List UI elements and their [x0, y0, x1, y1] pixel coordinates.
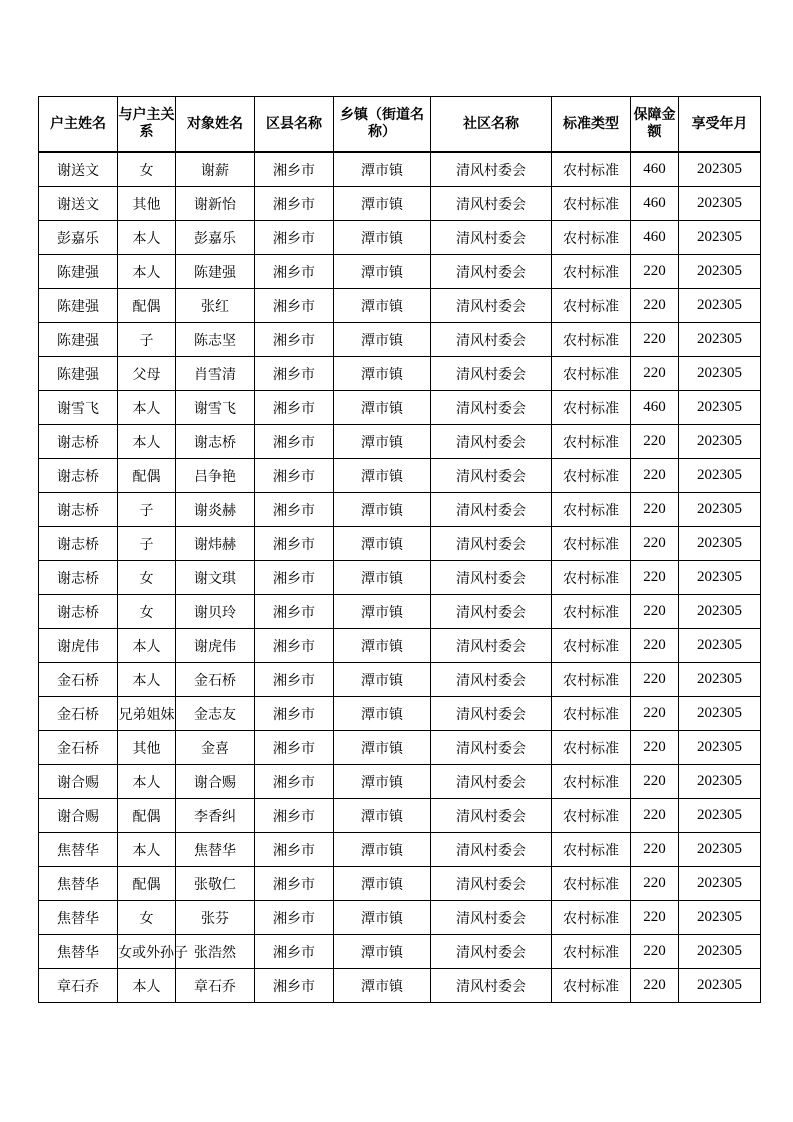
county-cell: 湘乡市 [255, 799, 334, 833]
amount-cell: 220 [631, 629, 679, 663]
assistance-roster-table [38, 96, 761, 1003]
recipient-name-cell: 金石桥 [176, 663, 255, 697]
period-cell: 202305 [679, 459, 761, 493]
standard-type-cell: 农村标准 [552, 561, 631, 595]
community-cell: 清风村委会 [431, 152, 552, 187]
county-cell: 湘乡市 [255, 901, 334, 935]
table-row [39, 289, 761, 323]
recipient-name-cell: 张敬仁 [176, 867, 255, 901]
amount-cell: 460 [631, 152, 679, 187]
town-cell: 潭市镇 [334, 459, 431, 493]
table-row [39, 152, 761, 187]
relation-cell: 配偶 [118, 289, 176, 323]
county-cell: 湘乡市 [255, 425, 334, 459]
amount-cell: 220 [631, 425, 679, 459]
period-cell: 202305 [679, 152, 761, 187]
period-cell: 202305 [679, 595, 761, 629]
county-cell: 湘乡市 [255, 221, 334, 255]
town-cell: 潭市镇 [334, 765, 431, 799]
relation-cell: 本人 [118, 255, 176, 289]
table-row [39, 901, 761, 935]
relation-cell: 女 [118, 152, 176, 187]
table-row [39, 527, 761, 561]
county-cell: 湘乡市 [255, 697, 334, 731]
head-name-cell: 陈建强 [39, 357, 118, 391]
recipient-name-cell: 张芬 [176, 901, 255, 935]
period-cell: 202305 [679, 833, 761, 867]
recipient-name-cell: 谢炎赫 [176, 493, 255, 527]
recipient-name-cell: 章石乔 [176, 969, 255, 1003]
amount-cell: 220 [631, 867, 679, 901]
relation-cell: 女 [118, 561, 176, 595]
county-cell: 湘乡市 [255, 731, 334, 765]
period-cell: 202305 [679, 731, 761, 765]
community-cell: 清风村委会 [431, 323, 552, 357]
recipient-name-cell: 谢薪 [176, 152, 255, 187]
head-name-cell: 谢送文 [39, 152, 118, 187]
head-name-cell: 章石乔 [39, 969, 118, 1003]
recipient-name-header: 对象姓名 [176, 97, 255, 153]
relation-cell: 子 [118, 527, 176, 561]
period-cell: 202305 [679, 867, 761, 901]
amount-cell: 460 [631, 391, 679, 425]
table-header [39, 97, 761, 153]
county-cell: 湘乡市 [255, 867, 334, 901]
standard-type-cell: 农村标准 [552, 493, 631, 527]
community-cell: 清风村委会 [431, 731, 552, 765]
recipient-name-cell: 焦替华 [176, 833, 255, 867]
county-cell: 湘乡市 [255, 459, 334, 493]
town-cell: 潭市镇 [334, 255, 431, 289]
town-cell: 潭市镇 [334, 561, 431, 595]
relation-cell: 本人 [118, 221, 176, 255]
standard-type-cell: 农村标准 [552, 152, 631, 187]
amount-cell: 220 [631, 493, 679, 527]
table-row [39, 731, 761, 765]
period-cell: 202305 [679, 493, 761, 527]
period-cell: 202305 [679, 221, 761, 255]
community-cell: 清风村委会 [431, 935, 552, 969]
community-cell: 清风村委会 [431, 255, 552, 289]
standard-type-cell: 农村标准 [552, 323, 631, 357]
amount-cell: 220 [631, 663, 679, 697]
amount-cell: 220 [631, 595, 679, 629]
town-cell: 潭市镇 [334, 901, 431, 935]
head-name-cell: 谢志桥 [39, 425, 118, 459]
head-name-cell: 金石桥 [39, 663, 118, 697]
relation-cell: 子 [118, 323, 176, 357]
head-name-cell: 焦替华 [39, 935, 118, 969]
town-cell: 潭市镇 [334, 221, 431, 255]
town-cell: 潭市镇 [334, 663, 431, 697]
county-cell: 湘乡市 [255, 152, 334, 187]
community-cell: 清风村委会 [431, 357, 552, 391]
period-cell: 202305 [679, 799, 761, 833]
table-row [39, 799, 761, 833]
head-name-cell: 谢志桥 [39, 459, 118, 493]
table-row [39, 629, 761, 663]
town-cell: 潭市镇 [334, 391, 431, 425]
county-cell: 湘乡市 [255, 527, 334, 561]
standard-type-cell: 农村标准 [552, 425, 631, 459]
town-cell: 潭市镇 [334, 152, 431, 187]
county-cell: 湘乡市 [255, 663, 334, 697]
period-cell: 202305 [679, 425, 761, 459]
recipient-name-cell: 谢虎伟 [176, 629, 255, 663]
head-name-cell: 谢志桥 [39, 595, 118, 629]
table-row [39, 459, 761, 493]
standard-type-header: 标准类型 [552, 97, 631, 153]
standard-type-cell: 农村标准 [552, 697, 631, 731]
recipient-name-cell: 吕争艳 [176, 459, 255, 493]
community-cell: 清风村委会 [431, 595, 552, 629]
community-cell: 清风村委会 [431, 765, 552, 799]
period-header: 享受年月 [679, 97, 761, 153]
relation-cell: 本人 [118, 833, 176, 867]
relation-cell: 女 [118, 595, 176, 629]
recipient-name-cell: 谢新怡 [176, 187, 255, 221]
table-row [39, 255, 761, 289]
relation-header: 与户主关系 [118, 97, 176, 153]
county-cell: 湘乡市 [255, 969, 334, 1003]
recipient-name-cell: 陈志坚 [176, 323, 255, 357]
head-name-cell: 陈建强 [39, 289, 118, 323]
period-cell: 202305 [679, 901, 761, 935]
head-name-cell: 彭嘉乐 [39, 221, 118, 255]
relation-cell: 配偶 [118, 867, 176, 901]
standard-type-cell: 农村标准 [552, 969, 631, 1003]
county-cell: 湘乡市 [255, 187, 334, 221]
head-name-cell: 陈建强 [39, 255, 118, 289]
county-cell: 湘乡市 [255, 561, 334, 595]
community-cell: 清风村委会 [431, 561, 552, 595]
period-cell: 202305 [679, 561, 761, 595]
amount-cell: 220 [631, 527, 679, 561]
period-cell: 202305 [679, 663, 761, 697]
header-row [39, 97, 761, 153]
table-row [39, 425, 761, 459]
amount-cell: 460 [631, 221, 679, 255]
amount-cell: 220 [631, 697, 679, 731]
table-row [39, 969, 761, 1003]
standard-type-cell: 农村标准 [552, 901, 631, 935]
community-cell: 清风村委会 [431, 289, 552, 323]
county-cell: 湘乡市 [255, 323, 334, 357]
county-cell: 湘乡市 [255, 493, 334, 527]
table-row [39, 765, 761, 799]
amount-cell: 220 [631, 901, 679, 935]
recipient-name-cell: 谢贝玲 [176, 595, 255, 629]
table-row [39, 187, 761, 221]
amount-cell: 460 [631, 187, 679, 221]
standard-type-cell: 农村标准 [552, 527, 631, 561]
county-cell: 湘乡市 [255, 765, 334, 799]
recipient-name-cell: 金志友 [176, 697, 255, 731]
head-name-cell: 谢合赐 [39, 799, 118, 833]
head-name-cell: 谢志桥 [39, 561, 118, 595]
standard-type-cell: 农村标准 [552, 935, 631, 969]
standard-type-cell: 农村标准 [552, 187, 631, 221]
table-row [39, 663, 761, 697]
period-cell: 202305 [679, 289, 761, 323]
recipient-name-cell: 谢合赐 [176, 765, 255, 799]
county-cell: 湘乡市 [255, 391, 334, 425]
relation-cell: 本人 [118, 969, 176, 1003]
county-header: 区县名称 [255, 97, 334, 153]
recipient-name-cell: 谢文琪 [176, 561, 255, 595]
standard-type-cell: 农村标准 [552, 629, 631, 663]
community-cell: 清风村委会 [431, 901, 552, 935]
standard-type-cell: 农村标准 [552, 765, 631, 799]
head-name-cell: 焦替华 [39, 901, 118, 935]
community-cell: 清风村委会 [431, 629, 552, 663]
town-cell: 潭市镇 [334, 867, 431, 901]
relation-cell: 女 [118, 901, 176, 935]
relation-cell: 其他 [118, 187, 176, 221]
town-cell: 潭市镇 [334, 629, 431, 663]
community-cell: 清风村委会 [431, 969, 552, 1003]
town-header: 乡镇（街道名称） [334, 97, 431, 153]
town-cell: 潭市镇 [334, 187, 431, 221]
county-cell: 湘乡市 [255, 255, 334, 289]
head-name-cell: 陈建强 [39, 323, 118, 357]
table-row [39, 323, 761, 357]
standard-type-cell: 农村标准 [552, 867, 631, 901]
county-cell: 湘乡市 [255, 289, 334, 323]
relation-cell: 配偶 [118, 799, 176, 833]
head-name-cell: 谢合赐 [39, 765, 118, 799]
community-cell: 清风村委会 [431, 425, 552, 459]
relation-cell: 父母 [118, 357, 176, 391]
community-cell: 清风村委会 [431, 391, 552, 425]
relation-cell: 兄弟姐妹 [118, 697, 176, 731]
amount-header: 保障金额 [631, 97, 679, 153]
standard-type-cell: 农村标准 [552, 391, 631, 425]
standard-type-cell: 农村标准 [552, 595, 631, 629]
amount-cell: 220 [631, 969, 679, 1003]
town-cell: 潭市镇 [334, 969, 431, 1003]
relation-cell: 配偶 [118, 459, 176, 493]
period-cell: 202305 [679, 765, 761, 799]
community-cell: 清风村委会 [431, 527, 552, 561]
amount-cell: 220 [631, 833, 679, 867]
relation-cell: 子 [118, 493, 176, 527]
town-cell: 潭市镇 [334, 731, 431, 765]
table-row [39, 561, 761, 595]
standard-type-cell: 农村标准 [552, 357, 631, 391]
recipient-name-cell: 彭嘉乐 [176, 221, 255, 255]
recipient-name-cell: 谢雪飞 [176, 391, 255, 425]
town-cell: 潭市镇 [334, 697, 431, 731]
table-body [39, 152, 761, 1003]
community-header: 社区名称 [431, 97, 552, 153]
head-name-cell: 谢虎伟 [39, 629, 118, 663]
period-cell: 202305 [679, 391, 761, 425]
amount-cell: 220 [631, 561, 679, 595]
community-cell: 清风村委会 [431, 697, 552, 731]
relation-cell: 本人 [118, 629, 176, 663]
recipient-name-cell: 肖雪清 [176, 357, 255, 391]
town-cell: 潭市镇 [334, 595, 431, 629]
period-cell: 202305 [679, 697, 761, 731]
amount-cell: 220 [631, 799, 679, 833]
head-name-header: 户主姓名 [39, 97, 118, 153]
recipient-name-cell: 李香纠 [176, 799, 255, 833]
table-row [39, 867, 761, 901]
town-cell: 潭市镇 [334, 323, 431, 357]
amount-cell: 220 [631, 323, 679, 357]
standard-type-cell: 农村标准 [552, 663, 631, 697]
town-cell: 潭市镇 [334, 527, 431, 561]
relation-cell: 本人 [118, 663, 176, 697]
recipient-name-cell: 张红 [176, 289, 255, 323]
standard-type-cell: 农村标准 [552, 221, 631, 255]
community-cell: 清风村委会 [431, 493, 552, 527]
community-cell: 清风村委会 [431, 221, 552, 255]
community-cell: 清风村委会 [431, 833, 552, 867]
amount-cell: 220 [631, 289, 679, 323]
community-cell: 清风村委会 [431, 663, 552, 697]
town-cell: 潭市镇 [334, 357, 431, 391]
town-cell: 潭市镇 [334, 425, 431, 459]
county-cell: 湘乡市 [255, 935, 334, 969]
recipient-name-cell: 金喜 [176, 731, 255, 765]
recipient-name-cell: 谢志桥 [176, 425, 255, 459]
head-name-cell: 谢志桥 [39, 527, 118, 561]
community-cell: 清风村委会 [431, 799, 552, 833]
head-name-cell: 焦替华 [39, 867, 118, 901]
standard-type-cell: 农村标准 [552, 255, 631, 289]
county-cell: 湘乡市 [255, 629, 334, 663]
town-cell: 潭市镇 [334, 935, 431, 969]
standard-type-cell: 农村标准 [552, 833, 631, 867]
table-row [39, 391, 761, 425]
table-row [39, 595, 761, 629]
head-name-cell: 谢送文 [39, 187, 118, 221]
table-row [39, 697, 761, 731]
town-cell: 潭市镇 [334, 799, 431, 833]
county-cell: 湘乡市 [255, 595, 334, 629]
period-cell: 202305 [679, 969, 761, 1003]
county-cell: 湘乡市 [255, 833, 334, 867]
standard-type-cell: 农村标准 [552, 459, 631, 493]
amount-cell: 220 [631, 357, 679, 391]
table-row [39, 221, 761, 255]
period-cell: 202305 [679, 255, 761, 289]
amount-cell: 220 [631, 255, 679, 289]
head-name-cell: 金石桥 [39, 697, 118, 731]
community-cell: 清风村委会 [431, 459, 552, 493]
amount-cell: 220 [631, 765, 679, 799]
relation-cell: 其他 [118, 731, 176, 765]
head-name-cell: 谢雪飞 [39, 391, 118, 425]
period-cell: 202305 [679, 935, 761, 969]
standard-type-cell: 农村标准 [552, 289, 631, 323]
relation-cell: 本人 [118, 391, 176, 425]
amount-cell: 220 [631, 731, 679, 765]
county-cell: 湘乡市 [255, 357, 334, 391]
period-cell: 202305 [679, 187, 761, 221]
head-name-cell: 焦替华 [39, 833, 118, 867]
town-cell: 潭市镇 [334, 833, 431, 867]
standard-type-cell: 农村标准 [552, 799, 631, 833]
head-name-cell: 谢志桥 [39, 493, 118, 527]
recipient-name-cell: 张浩然 [176, 935, 255, 969]
town-cell: 潭市镇 [334, 289, 431, 323]
recipient-name-cell: 谢炜赫 [176, 527, 255, 561]
period-cell: 202305 [679, 323, 761, 357]
head-name-cell: 金石桥 [39, 731, 118, 765]
standard-type-cell: 农村标准 [552, 731, 631, 765]
community-cell: 清风村委会 [431, 867, 552, 901]
relation-cell: 本人 [118, 425, 176, 459]
amount-cell: 220 [631, 459, 679, 493]
table-row [39, 493, 761, 527]
table-row [39, 833, 761, 867]
period-cell: 202305 [679, 527, 761, 561]
community-cell: 清风村委会 [431, 187, 552, 221]
town-cell: 潭市镇 [334, 493, 431, 527]
relation-cell: 本人 [118, 765, 176, 799]
amount-cell: 220 [631, 935, 679, 969]
period-cell: 202305 [679, 357, 761, 391]
relation-cell: 女或外孙子 [118, 935, 176, 969]
table-row [39, 357, 761, 391]
recipient-name-cell: 陈建强 [176, 255, 255, 289]
table-row [39, 935, 761, 969]
period-cell: 202305 [679, 629, 761, 663]
